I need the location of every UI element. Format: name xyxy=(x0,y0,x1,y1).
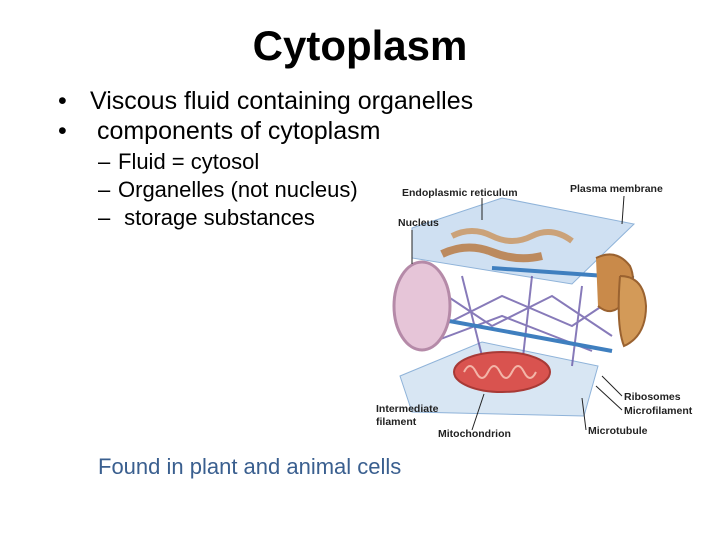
sub-bullet-text: Fluid = cytosol xyxy=(118,149,260,174)
label-nucleus: Nucleus xyxy=(398,217,439,229)
label-mitochondrion: Mitochondrion xyxy=(438,428,511,440)
bullet-text: components of cytoplasm xyxy=(90,117,381,145)
organelle-stack xyxy=(619,276,646,346)
dash-marker: – xyxy=(98,149,111,174)
bullet-text: Viscous fluid containing organelles xyxy=(90,87,474,115)
sub-bullet-text: Organelles (not nucleus) xyxy=(118,177,358,202)
nucleus-shape xyxy=(394,262,450,350)
dash-marker: – xyxy=(98,177,111,202)
label-microfilament: Microfilament xyxy=(624,405,693,417)
footer-note: Found in plant and animal cells xyxy=(98,454,402,479)
sub-bullet-text: storage substances xyxy=(118,205,315,230)
bullet-item xyxy=(58,86,473,116)
bullet-marker: • xyxy=(58,87,67,115)
label-plasma-membrane: Plasma membrane xyxy=(570,183,663,195)
sub-bullet-list xyxy=(98,148,358,232)
label-microtubule: Microtubule xyxy=(588,425,648,437)
sub-bullet-item xyxy=(98,204,358,232)
bullet-marker: • xyxy=(58,117,67,145)
sub-bullet-item xyxy=(98,148,358,176)
bullet-list xyxy=(58,86,473,146)
label-intermediate-2: filament xyxy=(376,416,417,428)
cytoplasm-diagram xyxy=(372,176,712,446)
bullet-item xyxy=(58,116,473,146)
label-intermediate-1: Intermediate xyxy=(376,403,439,415)
dash-marker: – xyxy=(98,205,111,230)
sub-bullet-item xyxy=(98,176,358,204)
label-er: Endoplasmic reticulum xyxy=(402,187,518,199)
slide-title: Cytoplasm xyxy=(252,22,468,69)
label-ribosomes: Ribosomes xyxy=(624,391,681,403)
